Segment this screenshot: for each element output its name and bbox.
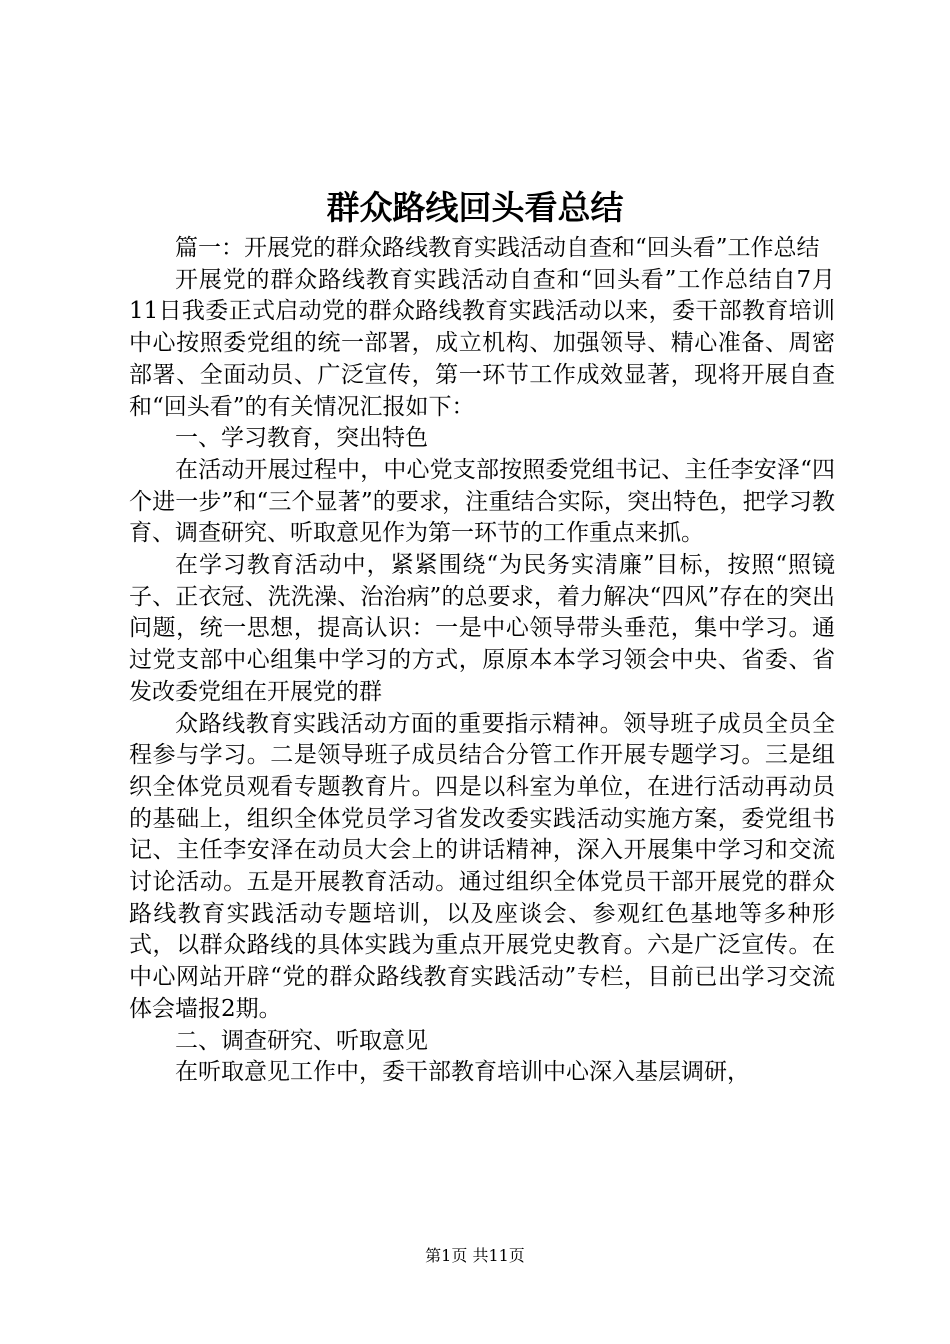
document-title: 群众路线回头看总结	[326, 188, 624, 227]
paragraph: 众路线教育实践活动方面的重要指示精神。领导班子成员全员全程参与学习。二是领导班子成员结合分管工作开展专题学习。三是组织全体党员观看专题教育片。四是以科室为单位，在进行活动再动员的基础上，组织全体党员学习省发改委实践活动实施方案，委党组书记、主任李安泽在动员大会上的讲话精神，深入开展集中学习和交流讨论活动。五是开展教育活动。通过组织全体党员干部开展党的群众路线教育实践活动专题培训，以及座谈会、参观红色基地等多种形式，以群众路线的具体实践为重点开展党史教育。六是广泛宣传。在中心网站开辟“党的群众路线教育实践活动”专栏，目前已出学习交流体会墙报2期。	[129, 710, 835, 1022]
paragraph: 在学习教育活动中，紧紧围绕“为民务实清廉”目标，按照“照镜子、正衣冠、洗洗澡、治治病”的总要求，着力解决“四风”存在的突出问题，统一思想，提高认识：一是中心领导带头垂范，集中学习。通过党支部中心组集中学习的方式，原原本本学习领会中央、省委、省发改委党组在开展党的群	[129, 552, 835, 705]
paragraph: 在听取意见工作中，委干部教育培训中心深入基层调研，	[175, 1059, 750, 1086]
paragraph-heading-1: 篇一：开展党的群众路线教育实践活动自查和“回头看”工作总结	[175, 235, 820, 261]
section-heading: 二、调查研究、听取意见	[175, 1027, 428, 1054]
paragraph: 开展党的群众路线教育实践活动自查和“回头看”工作总结自7月11日我委正式启动党的群众路线教育实践活动以来，委干部教育培训中心按照委党组的统一部署，成立机构、加强领导、精心准备、周密部署、全面动员、广泛宣传，第一环节工作成效显著，现将开展自查和“回头看”的有关情况汇报如下：	[129, 266, 835, 420]
document-body	[129, 233, 835, 1089]
section-heading: 一、学习教育，突出特色	[175, 425, 428, 452]
page-footer: 第1页 共11页	[425, 1246, 525, 1265]
paragraph: 在活动开展过程中，中心党支部按照委党组书记、主任李安泽“四个进一步”和“三个显著”的要求，注重结合实际，突出特色，把学习教育、调查研究、听取意见作为第一环节的工作重点来抓。	[129, 456, 835, 547]
